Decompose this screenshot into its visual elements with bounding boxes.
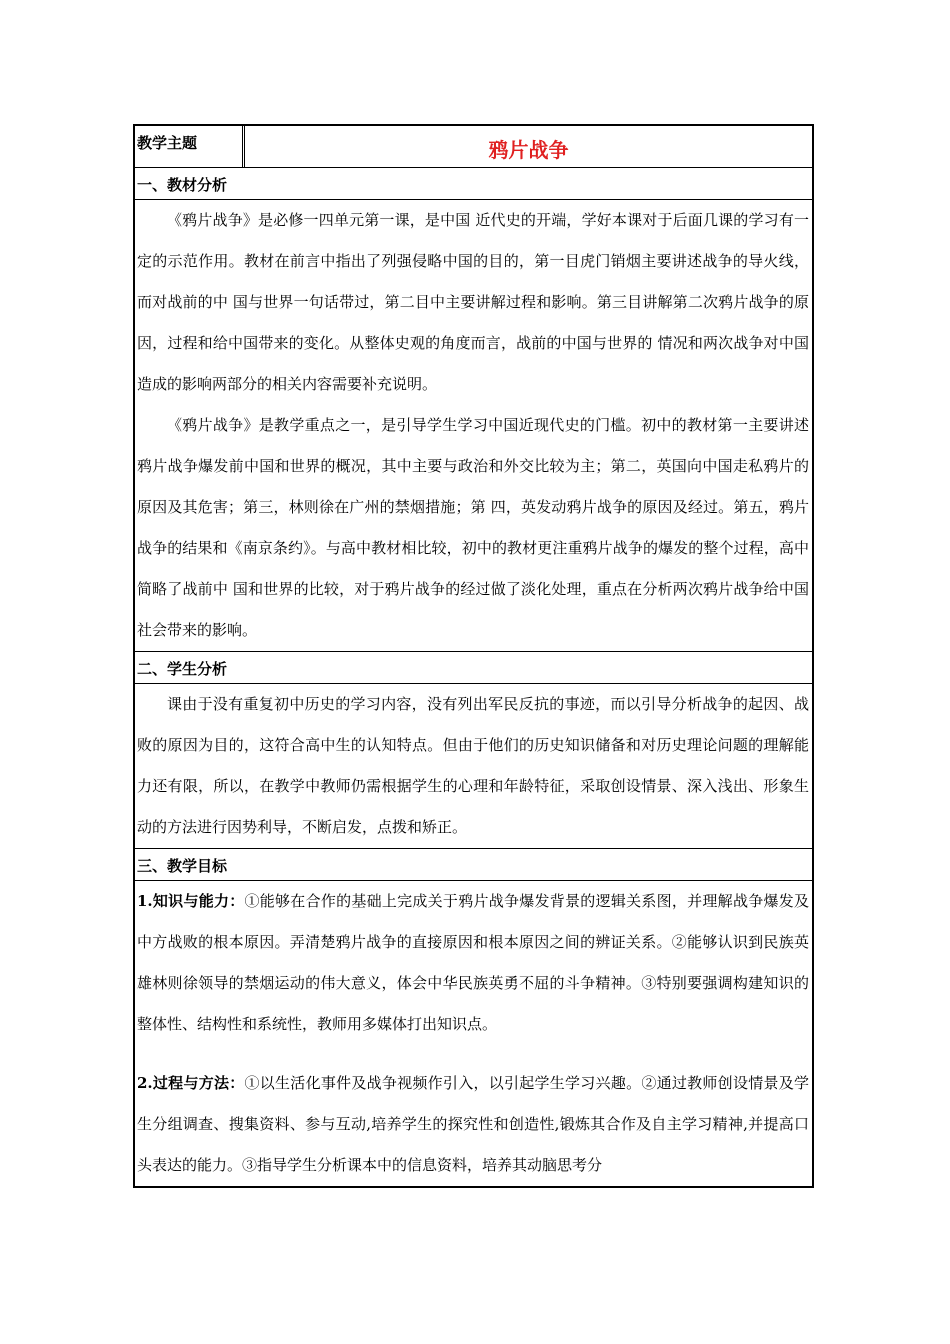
topic-label: 教学主题 [135,126,245,167]
goal-spacer [137,1045,809,1063]
lesson-plan-table [133,124,814,1188]
goal-knowledge-label: 1.知识与能力： [137,892,245,910]
textbook-paragraph-2: 《鸦片战争》是教学重点之一，是引导学生学习中国近现代史的门槛。初中的教材第一主要讲述鸦片战争爆发前中国和世界的概况，其中主要与政治和外交比较为主；第二，英国向中国走私鸦片的原因及其危害；第三，林则徐在广州的禁烟措施；第 四，英发动鸦片战争的原因及经过。第五，鸦片战争的结果和《南京条约》。与高中教材相比较，初中的教材更注重鸦片战争的爆发的整个过程，高中简略了战前中 国和世界的比较，对于鸦片战争的经过做了淡化处理，重点在分析两次鸦片战争给中国社会带来的影响。 [137,416,809,639]
textbook-analysis-body [135,200,812,652]
lesson-title: 鸦片战争 [488,138,569,162]
textbook-analysis-heading: 一、教材分析 [135,168,812,200]
teaching-goals-body [135,881,812,1186]
topic-row [135,126,812,168]
student-analysis-body [135,684,812,849]
goal-process [137,1063,809,1186]
student-paragraph-1: 课由于没有重复初中历史的学习内容，没有列出军民反抗的事迹，而以引导分析战争的起因、战败的原因为目的，这符合高中生的认知特点。但由于他们的历史知识储备和对历史理论问题的理解能力还有限，所以，在教学中教师仍需根据学生的心理和年龄特征，采取创设情景、深入浅出、形象生动的方法进行因势利导，不断启发，点拨和矫正。 [137,695,809,836]
goal-knowledge-text: ①能够在合作的基础上完成关于鸦片战争爆发背景的逻辑关系图，并理解战争爆发及中方战败的根本原因。弄清楚鸦片战争的直接原因和根本原因之间的辨证关系。②能够认识到民族英雄林则徐领导的禁烟运动的伟大意义，体会中华民族英勇不屈的斗争精神。③特别要强调构建知识的整体性、结构性和系统性，教师用多媒体打出知识点。 [137,892,809,1033]
teaching-goals-heading: 三、教学目标 [135,849,812,881]
textbook-paragraph-1: 《鸦片战争》是必修一四单元第一课，是中国 近代史的开端，学好本课对于后面几课的学习有一定的示范作用。教材在前言中指出了列强侵略中国的目的，第一目虎门销烟主要讲述战争的导火线，而对战前的中 国与世界一句话带过，第二目中主要讲解过程和影响。第三目讲解第二次鸦片战争的原因，过程和给中国带来的变化。从整体史观的角度而言，战前的中国与世界的 情况和两次战争对中国造成的影响两部分的相关内容需要补充说明。 [137,211,809,393]
goal-knowledge [137,881,809,1045]
goal-process-label: 2.过程与方法： [137,1074,245,1092]
goal-process-text: ①以生活化事件及战争视频作引入，以引起学生学习兴趣。②通过教师创设情景及学生分组调查、搜集资料、参与互动,培养学生的探究性和创造性,锻炼其合作及自主学习精神,并提高口头表达的能力。③指导学生分析课本中的信息资料，培养其动脑思考分 [137,1074,809,1174]
student-analysis-heading: 二、学生分析 [135,652,812,684]
